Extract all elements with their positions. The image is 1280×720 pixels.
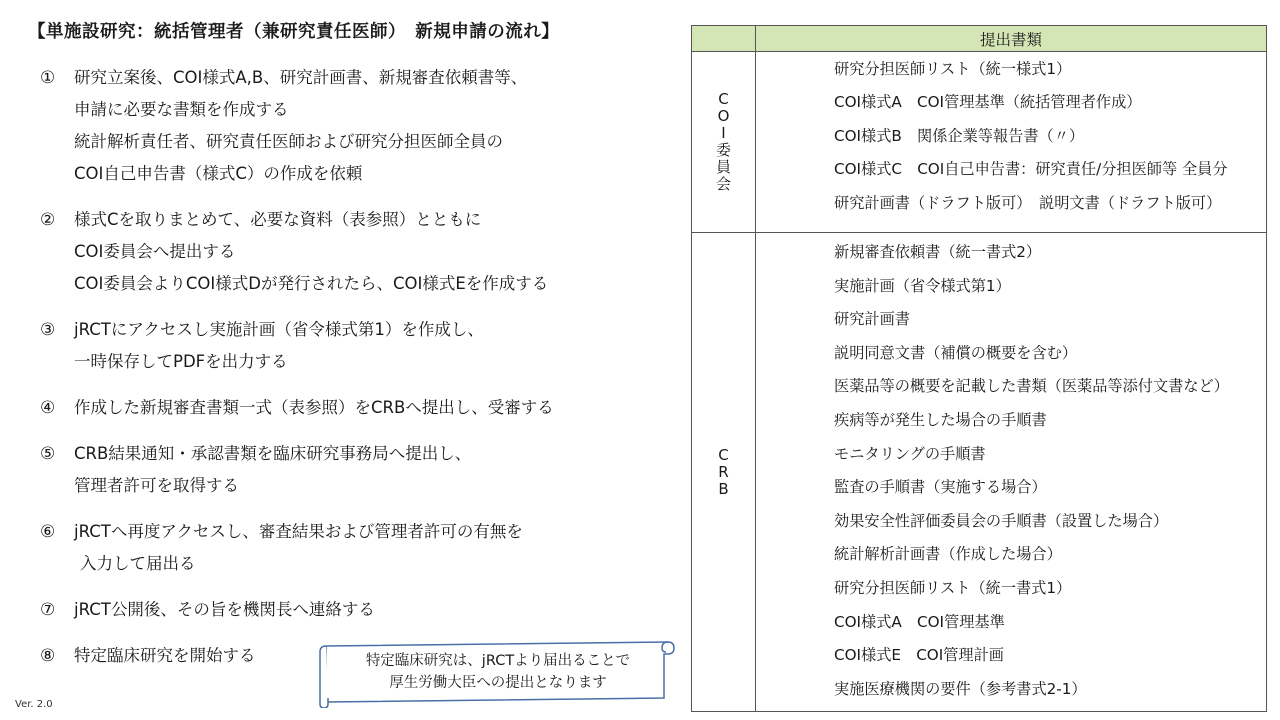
- step-number: ②: [40, 210, 56, 230]
- step-text: COI自己申告書（様式C）の作成を依頼: [74, 164, 363, 183]
- step-5: [40, 438, 670, 502]
- section-label-coi: [692, 52, 756, 233]
- document-item: 研究計画書（ドラフト版可） 説明文書（ドラフト版可）: [834, 193, 1222, 212]
- step-text: CRB結果通知・承認書類を臨床研究事務局へ提出し、: [74, 444, 472, 463]
- document-item: 実施医療機関の要件（参考書式2-1）: [834, 679, 1087, 698]
- step-text: 研究立案後、COI様式A,B、研究計画書、新規審査依頼書等、: [74, 68, 528, 87]
- document-item: 疾病等が発生した場合の手順書: [834, 410, 1047, 429]
- step-4: [40, 392, 670, 424]
- section-items-coi: [756, 52, 1267, 233]
- document-item: モニタリングの手順書: [834, 444, 986, 463]
- step-text: 一時保存してPDFを出力する: [74, 352, 288, 371]
- document-item: 実施計画（省令様式第1）: [834, 276, 1011, 295]
- step-7: [40, 594, 670, 626]
- step-text: 申請に必要な書類を作成する: [74, 100, 289, 119]
- label-char: I: [721, 124, 726, 142]
- label-char: 会: [715, 175, 731, 193]
- step-number: ①: [40, 68, 56, 88]
- label-char: 委: [715, 141, 731, 159]
- page-title: 【単施設研究：統括管理者（兼研究責任医師） 新規申請の流れ】: [28, 22, 560, 42]
- document-item: 研究計画書: [834, 310, 910, 329]
- step-text: 作成した新規審査書類一式（表参照）をCRBへ提出し、受審する: [74, 398, 554, 417]
- step-text: COI委員会よりCOI様式Dが発行されたら、COI様式Eを作成する: [74, 274, 549, 293]
- documents-table: [691, 25, 1267, 712]
- step-number: ⑤: [40, 444, 56, 464]
- step-text: 管理者許可を取得する: [74, 476, 239, 495]
- label-char: R: [718, 462, 729, 481]
- note-line: 厚生労働大臣への提出となります: [389, 675, 607, 691]
- document-item: COI様式B 関係企業等報告書（〃）: [834, 126, 1085, 145]
- step-number: ④: [40, 398, 56, 418]
- step-3: [40, 314, 670, 378]
- document-item: 研究分担医師リスト（統一様式1）: [834, 60, 1072, 78]
- step-text: jRCT公開後、その旨を機関長へ連絡する: [74, 600, 375, 619]
- version-label: Ver. 2.0: [15, 699, 53, 710]
- document-item: COI様式A COI管理基準: [834, 612, 1005, 631]
- document-item: 統計解析計画書（作成した場合）: [834, 545, 1062, 564]
- document-item: 効果安全性評価委員会の手順書（設置した場合）: [834, 511, 1169, 530]
- label-char: O: [717, 107, 730, 125]
- label-char: B: [718, 479, 729, 498]
- document-item: 説明同意文書（補償の概要を含む）: [834, 343, 1077, 362]
- step-number: ⑦: [40, 600, 56, 620]
- label-char: C: [718, 90, 729, 108]
- step-text: jRCTにアクセスし実施計画（省令様式第1）を作成し、: [74, 320, 484, 339]
- label-char: 員: [715, 158, 731, 176]
- step-text: 統計解析責任者、研究責任医師および研究分担医師全員の: [74, 132, 503, 151]
- step-number: ⑧: [40, 646, 56, 666]
- header-blank: [692, 26, 756, 52]
- document-item: 研究分担医師リスト（統一書式1）: [834, 578, 1072, 597]
- document-item: COI様式C COI自己申告書：研究責任/分担医師等 全員分: [834, 160, 1228, 179]
- note-line: 特定臨床研究は、jRCTより届出ることで: [365, 653, 631, 669]
- section-items-crb: [756, 233, 1267, 712]
- document-item: 新規審査依頼書（統一書式2）: [834, 243, 1042, 261]
- section-label-crb: [692, 233, 756, 712]
- label-char: C: [718, 445, 729, 464]
- step-number: ③: [40, 320, 56, 340]
- document-item: COI様式A COI管理基準（統括管理者作成）: [834, 93, 1142, 112]
- step-text: 特定臨床研究を開始する: [74, 646, 256, 665]
- step-2: [40, 204, 670, 300]
- step-text: jRCTへ再度アクセスし、審査結果および管理者許可の有無を: [74, 522, 523, 541]
- document-item: 医薬品等の概要を記載した書類（医薬品等添付文書など）: [834, 377, 1229, 396]
- step-1: [40, 62, 670, 190]
- step-number: ⑥: [40, 522, 56, 542]
- document-item: 監査の手順書（実施する場合）: [834, 478, 1047, 497]
- scroll-note: [318, 638, 676, 708]
- document-item: COI様式E COI管理計画: [834, 646, 1004, 665]
- step-list: [40, 62, 670, 672]
- table-header: 提出書類: [756, 26, 1267, 52]
- step-6: [40, 516, 670, 580]
- step-text: 様式Cを取りまとめて、必要な資料（表参照）とともに: [74, 210, 482, 229]
- step-text: 入力して届出る: [80, 554, 196, 573]
- step-text: COI委員会へ提出する: [74, 242, 236, 261]
